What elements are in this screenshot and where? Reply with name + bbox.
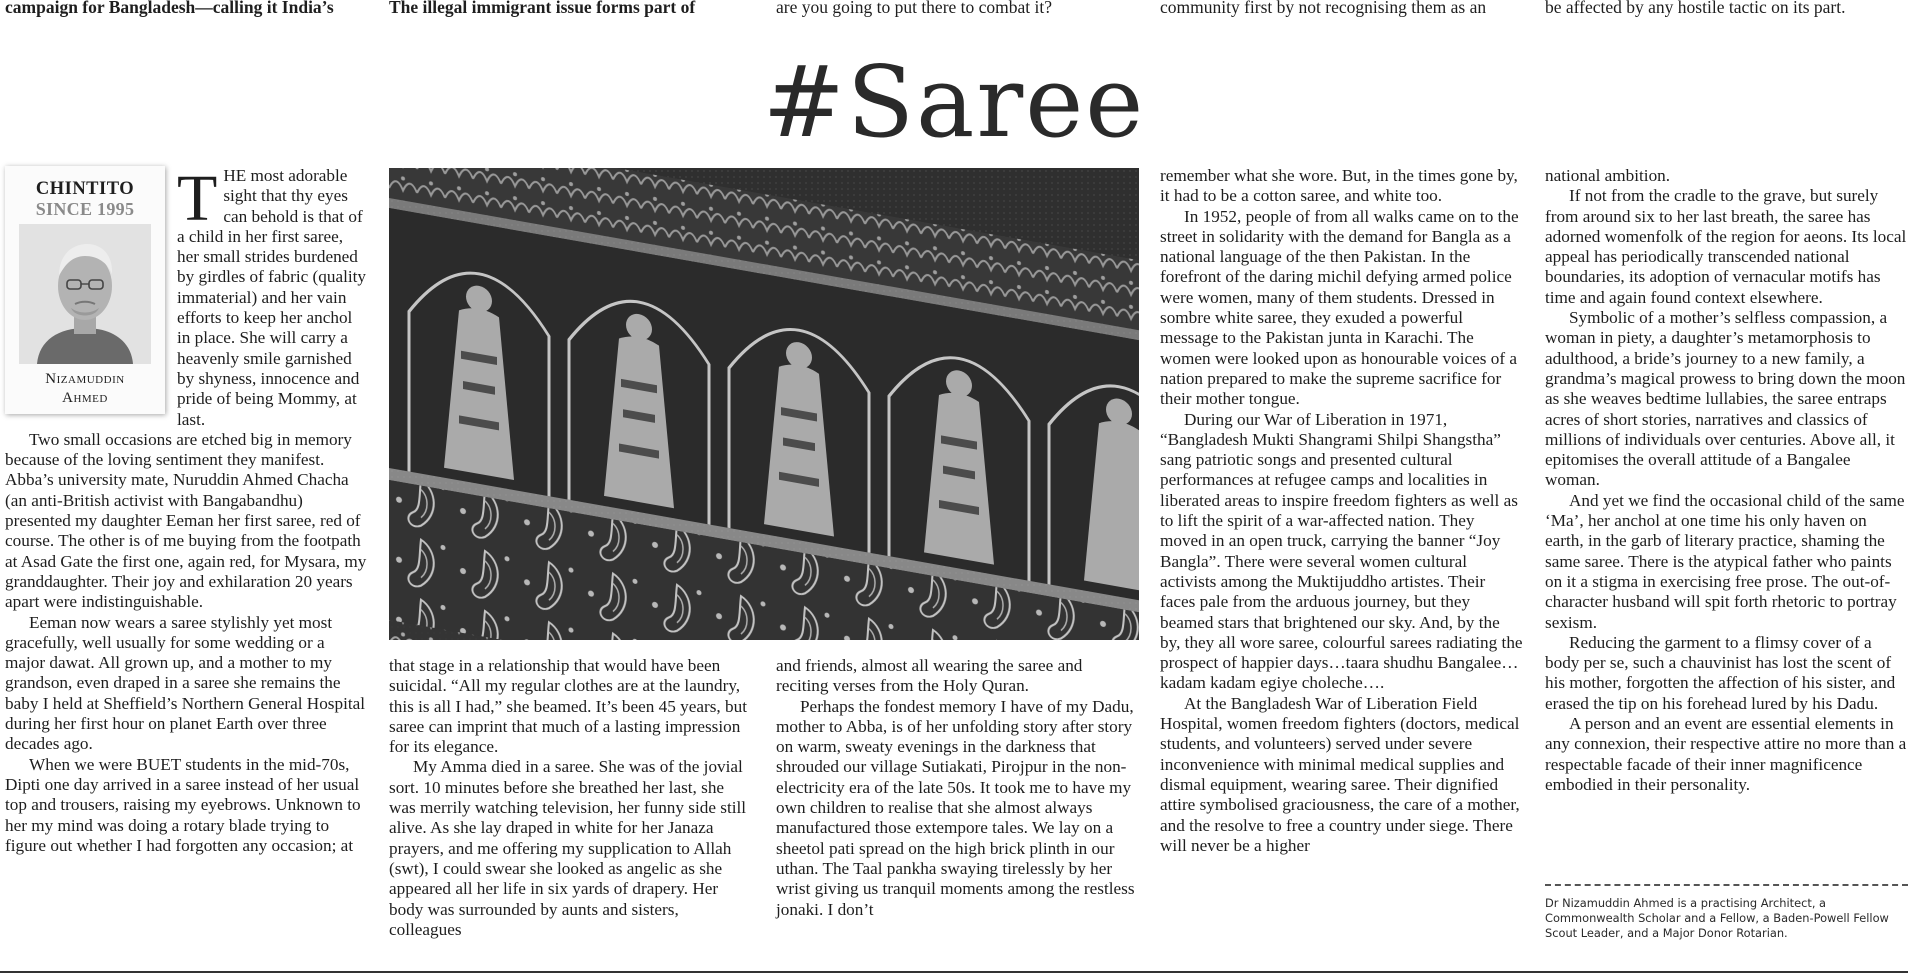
- author-bio: Dr Nizamuddin Ahmed is a practising Architect, a Commonwealth Scholar and a Fellow, a Baden-Powell Fellow Scout Leader, and a Major Donor Rotarian.: [1545, 896, 1889, 940]
- author-photo: [19, 224, 151, 364]
- drop-cap: T: [177, 162, 218, 235]
- bio-divider: [1545, 884, 1908, 886]
- author-last-name: Ahmed: [62, 390, 108, 406]
- col3-paragraph-1: and friends, almost all wearing the saree and reciting verses from the Holy Quran.: [776, 656, 1083, 696]
- col5-paragraph-4: And yet we find the occasional child of the same ‘Ma’, her anchol at one time his only haven on earth, in the garb of literary practice, shaming the same saree. There is the atypical father who paints on it a stigma in exercising free prose. The out-of-character husband will spit forth rhetoric to portray sexism.: [1545, 490, 1905, 632]
- column-2: [389, 656, 752, 940]
- col5-paragraph-5: Reducing the garment to a flimsy cover of a body per se, such a chauvinist has lost the scent of his mother, forgotten the affection of his sister, and erased the tip on his forehead lured by his Dadu.: [1545, 632, 1896, 713]
- page-bottom-rule: [0, 971, 1908, 973]
- col1-paragraph-4: When we were BUET students in the mid-70s, Dipti one day arrived in a saree instead of her usual top and trousers, raising my eyebrows. Unknown to her my mind was doing a rotary blade trying to figure out whether I had forgotten any occasion; at: [5, 754, 361, 855]
- saree-fabric-image: [389, 168, 1139, 640]
- column-logo-box: [5, 166, 165, 414]
- column-since: SINCE 1995: [35, 199, 135, 219]
- col1-paragraph-1: HE most adorable sight that thy eyes can behold is that of a child in her first saree, her small strides burdened by girdles of fabric (quality immaterial) and her vain efforts to keep her anchol in place. She will carry a heavenly smile garnished by shyness, innocence and pride of being Mommy, at last.: [177, 166, 367, 429]
- column-3: [776, 656, 1139, 920]
- headline: #Saree: [762, 46, 1146, 160]
- top-snippet-2: The illegal immigrant issue forms part of: [389, 0, 696, 17]
- col4-paragraph-3: During our War of Liberation in 1971, “Bangladesh Mukti Shangrami Shilpi Shangstha” sang patriotic songs and presented cultural performances at refugee camps and localities in liberated areas to inspire freedom fighters as well as to lift the spirit of a war-affected nation. They moved in an open truck, carrying the banner “Joy Bangla”. There were several women cultural activists among the Muktijuddho artistes. Their faces pale from the arduous journey, but they beamed stars that brightened our sky. And, by the by, they all wore saree, colourful sarees radiating the prospect of happier days…taara shudhu Bangalee…kadam kadam egiye choleche….: [1160, 409, 1523, 693]
- column-4: [1160, 166, 1523, 856]
- column-title: CHINTITO: [35, 179, 135, 199]
- col5-paragraph-2: If not from the cradle to the grave, but surely from around six to her last breath, the saree has adorned womenfolk of the region for aeons. Its local appeal has periodically transcended national boundaries, its adoption of vernacular motifs has time and again found context elsewhere.: [1545, 186, 1907, 307]
- col5-paragraph-6: A person and an event are essential elements in any connexion, their respective attire no more than a respectable facade of their inner magnificence embodied in their personality.: [1545, 714, 1907, 794]
- column-1: [5, 162, 368, 856]
- col1-paragraph-3: Eeman now wears a saree stylishly yet most gracefully, well usually for some wedding or a major dawat. All grown up, and a mother to my grandson, even draped in a saree she remains the baby I held at Sheffield’s Northern General Hospital during her first hour on planet Earth over three decades ago.: [5, 612, 366, 754]
- author-first-name: Nizamuddin: [45, 371, 125, 387]
- col2-paragraph-2: My Amma died in a saree. She was of the jovial sort. 10 minutes before she breathed her last, she was merrily watching television, her funny side still alive. As she lay draped in white for her Janaza prayers, and me offering my supplication to Allah (swt), I could swear she looked as angelic as she appeared all her life in six yards of drapery. Her body was surrounded by aunts and sisters, colleagues: [389, 757, 747, 939]
- top-snippet-4: community first by not recognising them as an: [1160, 0, 1487, 17]
- top-snippet-5: be affected by any hostile tactic on its part.: [1545, 0, 1846, 17]
- col3-paragraph-2: Perhaps the fondest memory I have of my Dadu, mother to Abba, is of her unfolding story after story on warm, sweaty evenings in the darkness that shrouded our village Sutiakati, Pirojpur in the non-electricity era of the late 50s. It took me to have my own children to realise that she almost always manufactured those extempore tales. We lay on a sheetol pati spread on the high brick plinth in our uthan. The Taal pankha swaying tirelessly by her wrist giving us tranquil moments among the restless jonaki. I don’t: [776, 696, 1135, 919]
- col4-paragraph-1: remember what she wore. But, in the times gone by, it had to be a cotton saree, and white too.: [1160, 166, 1518, 206]
- col2-paragraph-1: that stage in a relationship that would have been suicidal. “All my regular clothes are at the laundry, this is all I had,” she beamed. It’s been 45 years, but saree can imprint that much of a lasting impression for its elegance.: [389, 656, 747, 757]
- col1-paragraph-2: Two small occasions are etched big in memory because of the loving sentiment they manifest. Abba’s university mate, Nuruddin Ahmed Chacha (an anti-British activist with Bangabandhu) presented my daughter Eeman her first saree, red of course. The other is of me buying from the footpath at Asad Gate the first one, again red, for Mysara, my granddaughter. Their joy and exhilaration 20 years apart were indistinguishable.: [5, 429, 367, 612]
- saree-photo: [389, 168, 1139, 640]
- col4-paragraph-2: In 1952, people of from all walks came on to the street in solidarity with the demand for Bangla as a national language of the then Pakistan. In the forefront of the daring michil defying armed police were women, many of them students. Dressed in sombre white saree, they exuded a powerful message to the Pakistan junta in Karachi. The women were looked upon as honourable voices of a nation prepared to make the supreme sacrifice for their mother tongue.: [1160, 206, 1519, 409]
- column-5: [1545, 166, 1908, 795]
- top-snippet-1: campaign for Bangladesh—calling it India’s: [5, 0, 334, 17]
- col5-paragraph-3: Symbolic of a mother’s selfless compassion, a woman in piety, a daughter’s metamorphosis to adulthood, a bride’s journey to a new family, a grandma’s magical prowess to bring down the moon as she weaves bedtime lullabies, the saree entraps acres of short stories, narratives and classics of millions of individuals over centuries. Above all, it epitomises the overall attitude of a Bangalee woman.: [1545, 308, 1906, 490]
- col5-paragraph-1: national ambition.: [1545, 166, 1671, 185]
- col4-paragraph-4: At the Bangladesh War of Liberation Field Hospital, women freedom fighters (doctors, medical students, and volunteers) served under severe inconvenience with minimal medical supplies and dismal equipment, wearing saree. Their dignified attire symbolised graciousness, the care of a mother, and the resolve to free a country under siege. There will never be a higher: [1160, 693, 1520, 855]
- top-snippet-3: are you going to put there to combat it?: [776, 0, 1053, 17]
